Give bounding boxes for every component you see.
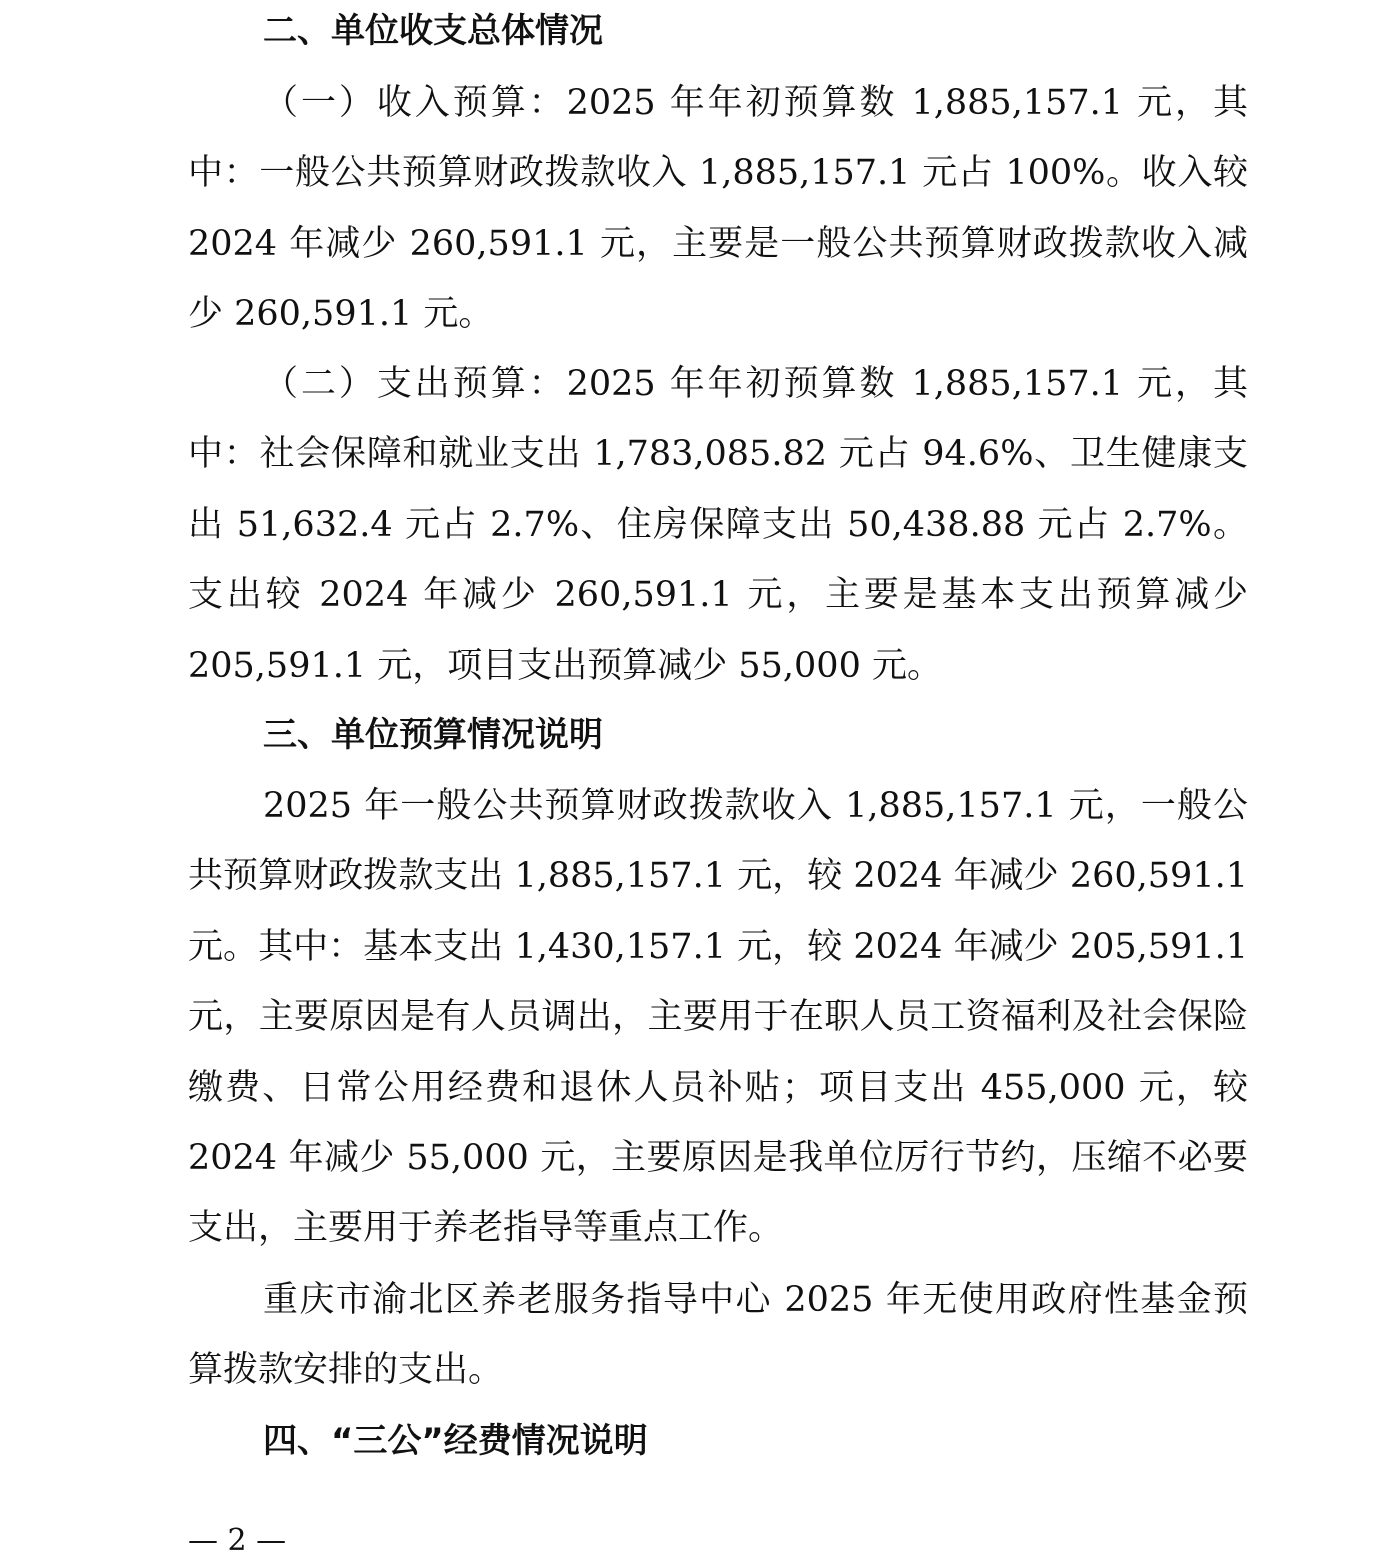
paragraph-public-budget: 2025 年一般公共预算财政拨款收入 1,885,157.1 元，一般公共预算财政拨款支出 1,885,157.1 元，较 2024 年减少 260,591.1 元。其中：基本支出 1,430,157.1 元，较 2024 年减少 205,591.1 元，主要原因是有人员调出，主要用于在职人员工资福利及社会保险缴费、日常公用经费和退休人员补贴；项目支出 455,000 元，较 2024 年减少 55,000 元，主要原因是我单位厉行节约，压缩不必要支出，主要用于养老指导等重点工作。	[188, 786, 1248, 1249]
paragraph-income-budget: （一）收入预算：2025 年年初预算数 1,885,157.1 元，其中：一般公共预算财政拨款收入 1,885,157.1 元占 100%。收入较 2024 年减少 260,591.1 元，主要是一般公共预算财政拨款收入减少 260,591.1 元。	[188, 83, 1248, 335]
section-heading-three-public: 四、“三公”经费情况说明	[263, 1421, 648, 1461]
paragraph-expenditure-budget: （二）支出预算：2025 年年初预算数 1,885,157.1 元，其中：社会保障和就业支出 1,783,085.82 元占 94.6%、卫生健康支出 51,632.4 元占 2.7%、住房保障支出 50,438.88 元占 2.7%。支出较 2024 年减少 260,591.1 元，主要是基本支出预算减少 205,591.1 元，项目支出预算减少 55,000 元。	[188, 364, 1248, 686]
paragraph-government-fund: 重庆市渝北区养老服务指导中心 2025 年无使用政府性基金预算拨款安排的支出。	[188, 1280, 1248, 1391]
page-number: — 2 —	[188, 1523, 287, 1558]
section-heading-overall: 二、单位收支总体情况	[263, 11, 603, 51]
section-heading-budget-explanation: 三、单位预算情况说明	[263, 715, 603, 755]
